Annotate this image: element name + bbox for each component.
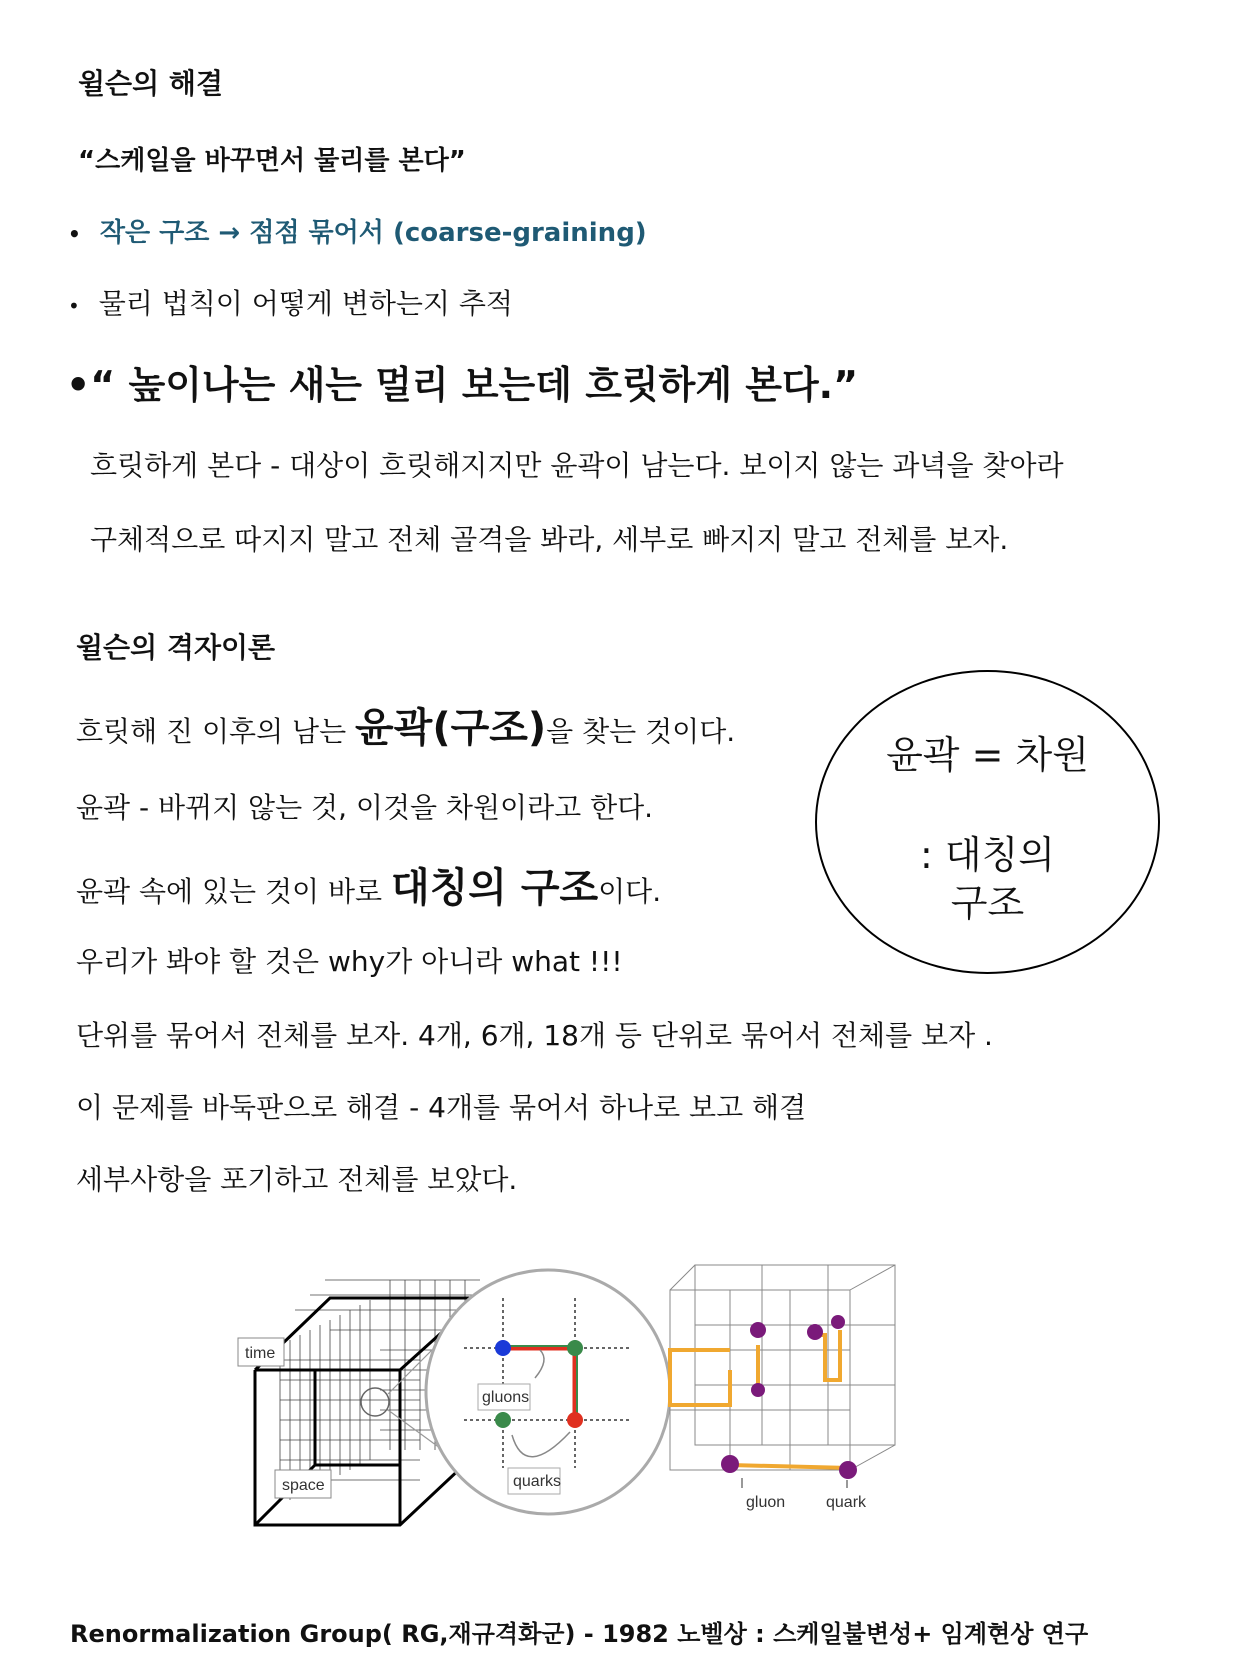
section1-line2: 구체적으로 따지지 말고 전체 골격을 봐라, 세부로 빠지지 말고 전체를 보자.: [90, 523, 1009, 556]
section1-quote: “스케일을 바꾸면서 물리를 본다”: [78, 146, 466, 176]
p1-emphasis: 윤곽(구조): [355, 705, 547, 751]
section1-line1: 흐릿하게 본다 - 대상이 흐릿해지지만 윤곽이 남는다. 보이지 않는 과녁을 찾아라: [90, 449, 1064, 482]
section2-p2: 윤곽 - 바뀌지 않는 것, 이것을 차원이라고 한다.: [76, 791, 654, 824]
section2-p7: 세부사항을 포기하고 전체를 보았다.: [76, 1163, 518, 1196]
callout-line2: : 대칭의: [919, 833, 1055, 877]
gluons-label: gluons: [482, 1389, 530, 1406]
time-label-box: [238, 1338, 284, 1366]
callout-line3: 구조: [950, 881, 1025, 925]
section1-title: 윌슨의 해결: [78, 67, 223, 100]
p3-pre: 윤곽 속에 있는 것이 바로: [76, 875, 391, 908]
p1-post: 을 찾는 것이다.: [546, 715, 736, 748]
bullet-coarse-graining-text: 작은 구조 → 점점 묶어서 (coarse-graining): [99, 218, 647, 248]
section2-p6: 이 문제를 바둑판으로 해결 - 4개를 묶어서 하나로 보고 해결: [76, 1091, 807, 1124]
green-quark-dot: [567, 1340, 583, 1356]
green-quark-dot-2: [495, 1412, 511, 1428]
quark-dots: [721, 1315, 857, 1479]
space-label-box: [275, 1470, 331, 1498]
bullet-bird-quote-text: “ 높이나는 새는 멀리 보는데 흐릿하게 본다.”: [90, 363, 859, 407]
section2-title: 윌슨의 격자이론: [76, 631, 276, 664]
red-quark-dot: [567, 1412, 583, 1428]
time-label: time: [245, 1345, 276, 1362]
footer-rg-caption: Renormalization Group( RG,재규격화군) - 1982 노벨상 : 스케일불변성+ 임계현상 연구: [70, 1620, 1089, 1648]
gluon-paths: [670, 1330, 850, 1468]
callout-line1: 윤곽 = 차원: [886, 733, 1089, 777]
section2-p4: 우리가 봐야 할 것은 why가 아니라 what !!!: [76, 945, 623, 978]
section2-p3: [76, 856, 661, 913]
quarks-label: quarks: [513, 1473, 562, 1490]
section2-p1: [76, 696, 735, 753]
dimension-callout: [815, 670, 1160, 974]
gluon-label: gluon: [746, 1494, 786, 1511]
zoom-circle: [426, 1270, 670, 1514]
bullet-bird-quote: •“ 높이나는 새는 멀리 보는데 흐릿하게 본다.”: [66, 363, 859, 407]
bullet-coarse-graining: • 작은 구조 → 점점 묶어서 (coarse-graining): [68, 218, 647, 248]
section2-p5: 단위를 묶어서 전체를 보자. 4개, 6개, 18개 등 단위로 묶어서 전체를 보자 .: [76, 1019, 993, 1052]
quark-label: quark: [826, 1494, 867, 1511]
bullet-track-laws-text: 물리 법칙이 어떻게 변하는지 추적: [98, 287, 513, 320]
lattice-figure: [245, 1250, 990, 1540]
space-label: space: [282, 1477, 325, 1494]
blue-quark-dot: [495, 1340, 511, 1356]
p3-emphasis: 대칭의 구조: [390, 865, 599, 911]
quark-lattice: [670, 1265, 895, 1470]
bullet-track-laws: • 물리 법칙이 어떻게 변하는지 추적: [68, 287, 513, 320]
p3-post: 이다.: [598, 875, 662, 908]
p1-pre: 흐릿해 진 이후의 남는: [76, 715, 356, 748]
